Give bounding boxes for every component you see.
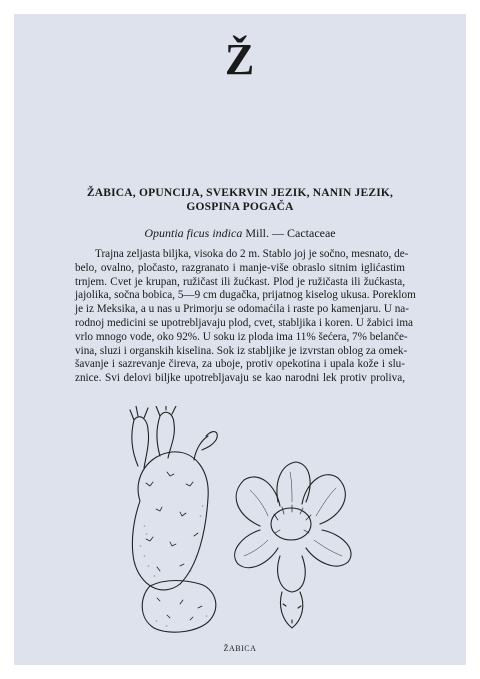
body-line: jajolika, sočna bobica, 5—9 cm dugačka, prijatnog kiselog ukusa. Poreklom (75, 289, 416, 302)
body-line: je iz Meksika, a u nas u Primorju se odomaćila i raste po kamenjaru. U na- (75, 303, 409, 316)
entry-title (54, 186, 426, 214)
body-line: šavanje i sazrevanje čireva, za uboje, protiv opekotina i upala kože i slu- (75, 358, 405, 371)
entry-title-line-1: ŽABICA, OPUNCIJA, SVEKRVIN JEZIK, NANIN JEZIK, (86, 187, 394, 199)
cactus-illustration (110, 406, 410, 636)
body-line: vrlo mnogo vode, oko 92%. U soku iz ploda ima 11% šećera, 7% belanče- (75, 330, 408, 343)
cactus-pad-main (132, 452, 208, 590)
botanical-name (44, 226, 436, 241)
flower-petal-top (277, 462, 310, 502)
book-page (14, 14, 466, 665)
flower-petal-right (306, 530, 351, 566)
body-line: belo, ovalno, pločasto, razgranato i manje-više obraslo sitnim iglićastim (75, 261, 405, 274)
figure-caption: ŽABICA (223, 644, 257, 653)
flower-center (271, 508, 311, 540)
body-line: rodnoj medicini se upotrebljavaju plod, cvet, stabljika i koren. U žabici ima (75, 316, 414, 329)
body-line: znice. Svi delovi biljke upotrebljavaju se kao narodni lek protiv proliva, (75, 372, 405, 385)
cactus-pad-lower (142, 581, 216, 633)
body-line: trnjem. Cvet je krupan, ružičast ili žućkast. Plod je ružičasta ili žućkasta, (75, 275, 405, 288)
flower-petal-outer-left (236, 477, 280, 526)
entry-title-line-2: GOSPINA POGAČA (186, 201, 294, 213)
flower-petal-bottom (278, 556, 306, 592)
author-family: Mill. — Cactaceae (245, 226, 336, 240)
section-letter: Ž (224, 35, 256, 84)
cactus-fruit-1 (132, 417, 149, 468)
cactus-fruit-2 (157, 412, 174, 458)
latin-name: Opuntia ficus indica (144, 226, 243, 240)
entry-body (75, 248, 416, 386)
flower-petal-left (235, 530, 278, 568)
body-line: Trajna zeljasta biljka, visoka do 2 m. Stablo joj je sočno, mesnato, de- (95, 248, 409, 260)
body-line: vina, sluzi i organskih kiselina. Sok iz stabljike je izvrstan oblog za omek- (75, 344, 408, 357)
